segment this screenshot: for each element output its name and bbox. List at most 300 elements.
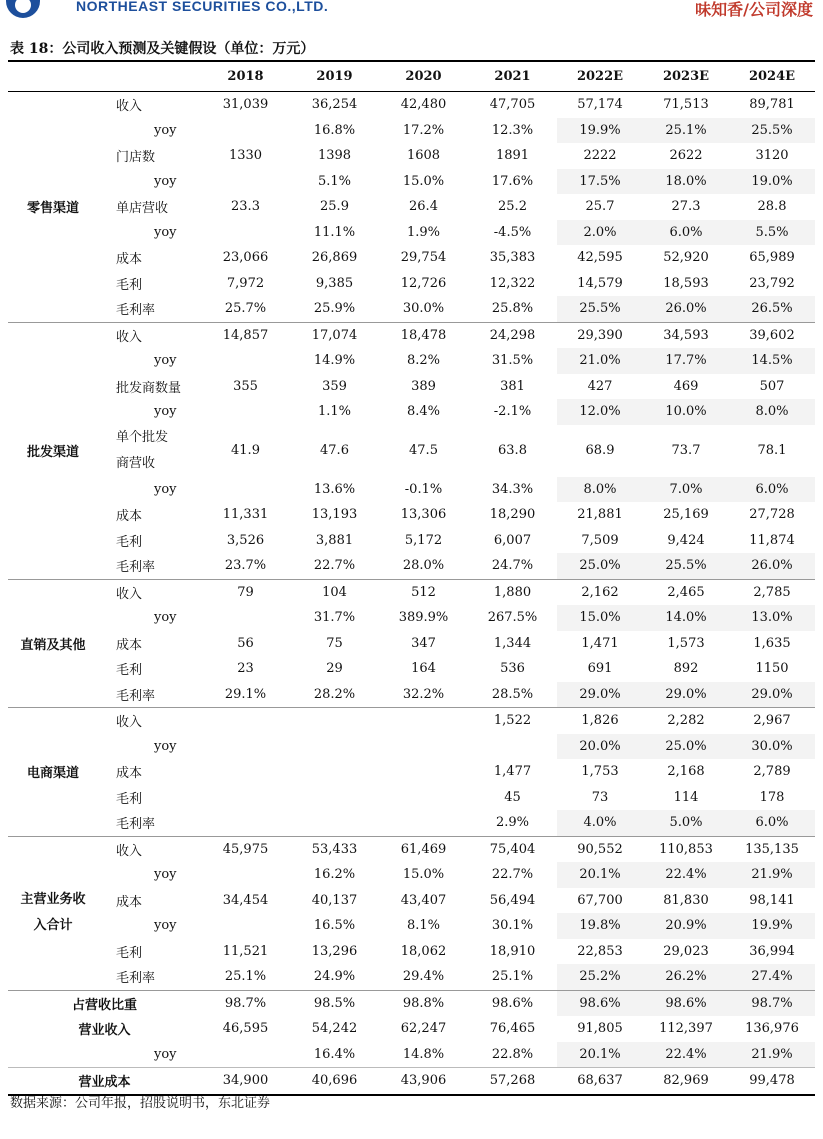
row-label: yoy <box>154 173 177 189</box>
page-header <box>0 0 823 22</box>
value-cell: 56 <box>237 635 254 651</box>
table-title: 表 18：公司收入预测及关键假设（单位：万元） <box>10 41 315 57</box>
value-cell: 36,994 <box>749 943 795 959</box>
row-label: 成本 <box>116 509 143 525</box>
row-label: 收入 <box>98 322 201 348</box>
value-cell: 13,306 <box>400 507 447 523</box>
value-cell: 8.1% <box>406 918 441 934</box>
row-label: yoy <box>154 404 177 420</box>
table-row <box>8 1016 815 1042</box>
value-cell <box>201 785 290 811</box>
table-row <box>8 759 815 785</box>
value-cell: 22.7% <box>313 558 356 574</box>
value-cell: 39,602 <box>729 322 815 348</box>
value-cell: 6.0% <box>643 220 729 246</box>
table-row <box>8 964 815 990</box>
value-cell: 98.7% <box>201 990 290 1016</box>
section-label: 主营业务收入合计 <box>8 836 98 990</box>
value-cell: 22,853 <box>577 943 623 959</box>
value-cell: 1,471 <box>581 635 619 651</box>
value-cell: 2.0% <box>557 220 643 246</box>
column-header: 2018 <box>201 61 290 92</box>
value-cell: 18,910 <box>489 943 536 959</box>
value-cell: 22.8% <box>491 1046 534 1062</box>
value-cell: 24,298 <box>468 322 557 348</box>
value-cell: 17.6% <box>491 173 534 189</box>
value-cell: 68,637 <box>557 1068 643 1095</box>
column-header <box>98 61 201 92</box>
value-cell: 98.6% <box>468 990 557 1016</box>
row-label: yoy <box>154 481 177 497</box>
summary-label: 营业收入 <box>78 1023 131 1039</box>
value-cell: 1.1% <box>317 404 352 420</box>
value-cell: 23,066 <box>222 250 269 266</box>
value-cell: 21.9% <box>729 862 815 888</box>
row-label: yoy <box>154 918 177 934</box>
value-cell: 89,781 <box>729 92 815 118</box>
value-cell: 98,141 <box>749 892 795 908</box>
value-cell <box>468 734 557 760</box>
table-row <box>8 913 815 939</box>
value-cell: 11,521 <box>222 943 269 959</box>
value-cell <box>201 862 290 888</box>
row-label: 毛利率 <box>116 688 156 704</box>
value-cell: -0.1% <box>404 481 443 497</box>
value-cell: 2.9% <box>495 815 530 831</box>
value-cell: 29.0% <box>557 682 643 708</box>
row-label: 门店数 <box>116 150 156 166</box>
value-cell: 25.0% <box>557 553 643 579</box>
value-cell: 7,972 <box>226 275 265 291</box>
value-cell: 9,424 <box>667 532 705 548</box>
value-cell: 40,696 <box>290 1068 379 1095</box>
value-cell: 71,513 <box>643 92 729 118</box>
value-cell: 75,404 <box>468 836 557 862</box>
value-cell: 26.0% <box>643 296 729 322</box>
section-label: 电商渠道 <box>8 708 98 837</box>
value-cell: 1,344 <box>493 635 532 651</box>
value-cell: 5.5% <box>729 220 815 246</box>
value-cell: 20.0% <box>557 734 643 760</box>
value-cell: 24.9% <box>313 969 356 985</box>
value-cell: 11.1% <box>313 224 356 240</box>
value-cell <box>379 785 468 811</box>
value-cell: 1,522 <box>468 708 557 734</box>
value-cell: 30.0% <box>402 301 445 317</box>
value-cell: 14.0% <box>643 605 729 631</box>
value-cell <box>201 169 290 195</box>
row-label: yoy <box>154 353 177 369</box>
table-row <box>8 399 815 425</box>
value-cell: 29,390 <box>557 322 643 348</box>
source-note: 数据来源：公司年报，招股说明书，东北证券 <box>10 1096 271 1111</box>
value-cell: 1.9% <box>406 224 441 240</box>
value-cell: 34,454 <box>222 892 269 908</box>
value-cell: 4.0% <box>557 810 643 836</box>
value-cell: 22.7% <box>491 867 534 883</box>
value-cell: 18,478 <box>379 322 468 348</box>
value-cell: 3,881 <box>315 532 354 548</box>
value-cell: 56,494 <box>489 892 536 908</box>
value-cell: 17.2% <box>402 122 445 138</box>
value-cell: 25.7% <box>224 301 267 317</box>
value-cell: 34,900 <box>201 1068 290 1095</box>
column-header: 2024E <box>729 61 815 92</box>
value-cell: 61,469 <box>379 836 468 862</box>
value-cell: 17.7% <box>643 348 729 374</box>
value-cell: 19.9% <box>557 118 643 144</box>
value-cell: 52,920 <box>663 250 709 266</box>
value-cell: 91,805 <box>577 1021 623 1037</box>
value-cell: 76,465 <box>489 1021 536 1037</box>
value-cell: 14,857 <box>201 322 290 348</box>
table-row <box>8 708 815 734</box>
value-cell: 82,969 <box>643 1068 729 1095</box>
value-cell: 25.8% <box>491 301 534 317</box>
value-cell: 18,593 <box>663 275 709 291</box>
value-cell: 355 <box>233 378 258 394</box>
value-cell: 75 <box>326 635 343 651</box>
value-cell: 20.1% <box>557 1042 643 1068</box>
row-label: 批发商数量 <box>116 380 182 396</box>
value-cell: 536 <box>500 661 525 677</box>
value-cell: 21.0% <box>557 348 643 374</box>
value-cell: 98.6% <box>643 990 729 1016</box>
table-row <box>8 939 815 965</box>
value-cell: 57,268 <box>468 1068 557 1095</box>
value-cell: 6,007 <box>493 532 532 548</box>
value-cell: 73.7 <box>671 443 701 458</box>
value-cell: 12,726 <box>400 275 447 291</box>
value-cell: 15.0% <box>402 173 445 189</box>
table-row <box>8 990 815 1016</box>
value-cell: 7,509 <box>581 532 619 548</box>
value-cell: 16.4% <box>313 1046 356 1062</box>
value-cell: 25.0% <box>643 734 729 760</box>
value-cell: 67,700 <box>577 892 623 908</box>
company-name: NORTHEAST SECURITIES CO.,LTD. <box>76 0 329 14</box>
value-cell: 43,407 <box>400 892 447 908</box>
table-row <box>8 1068 815 1095</box>
value-cell: 25.9% <box>313 301 356 317</box>
value-cell: 21.9% <box>729 1042 815 1068</box>
table-row <box>8 579 815 605</box>
value-cell: 12.0% <box>557 399 643 425</box>
value-cell: 73 <box>591 789 609 805</box>
value-cell: 31,039 <box>201 92 290 118</box>
value-cell: 359 <box>322 378 347 394</box>
table-row <box>8 862 815 888</box>
value-cell: 1150 <box>755 661 789 677</box>
value-cell <box>290 759 379 785</box>
value-cell: 25.1% <box>643 118 729 144</box>
value-cell: 19.0% <box>729 169 815 195</box>
row-label: 收入 <box>98 92 201 118</box>
value-cell: 34.3% <box>491 481 534 497</box>
value-cell: 23 <box>237 661 254 677</box>
value-cell: 22.4% <box>643 1042 729 1068</box>
report-tag: 味知香/公司深度 <box>695 0 813 19</box>
row-label: yoy <box>154 224 177 240</box>
value-cell: 2622 <box>669 148 703 164</box>
table-row <box>8 194 815 220</box>
value-cell: 31.7% <box>313 610 356 626</box>
value-cell: 98.6% <box>557 990 643 1016</box>
value-cell: 3120 <box>755 148 789 164</box>
row-label: yoy <box>154 610 177 626</box>
value-cell: 42,480 <box>379 92 468 118</box>
value-cell: 29,754 <box>400 250 447 266</box>
table-row <box>8 888 815 914</box>
value-cell: 15.0% <box>557 605 643 631</box>
value-cell: 15.0% <box>402 867 445 883</box>
value-cell: 164 <box>411 661 436 677</box>
value-cell: 22.4% <box>643 862 729 888</box>
column-header: 2021 <box>468 61 557 92</box>
value-cell: 18,062 <box>400 943 447 959</box>
column-header: 2022E <box>557 61 643 92</box>
header-row <box>8 61 815 92</box>
value-cell: 13,296 <box>311 943 358 959</box>
row-label: 毛利 <box>116 791 143 807</box>
row-label: yoy <box>154 122 177 138</box>
table-row <box>8 143 815 169</box>
value-cell: 36,254 <box>290 92 379 118</box>
value-cell: 79 <box>201 579 290 605</box>
value-cell <box>290 810 379 836</box>
value-cell: 54,242 <box>311 1021 358 1037</box>
value-cell <box>201 605 290 631</box>
table-row <box>8 810 815 836</box>
table-row <box>8 785 815 811</box>
value-cell: 29.1% <box>224 686 267 702</box>
row-label: 毛利 <box>116 277 143 293</box>
value-cell: 57,174 <box>557 92 643 118</box>
section-label: 直销及其他 <box>8 579 98 708</box>
value-cell: 13,193 <box>311 507 358 523</box>
value-cell: 28.5% <box>491 686 534 702</box>
value-cell: 347 <box>411 635 436 651</box>
value-cell: 98.8% <box>379 990 468 1016</box>
value-cell: 2222 <box>583 148 617 164</box>
value-cell: 10.0% <box>643 399 729 425</box>
value-cell: 25.2 <box>498 199 527 215</box>
table-row <box>8 118 815 144</box>
value-cell: 8.0% <box>729 399 815 425</box>
table-body <box>8 92 815 1095</box>
value-cell: 178 <box>759 789 785 805</box>
summary-label: 占营收比重 <box>8 990 201 1016</box>
table-row <box>8 322 815 348</box>
row-label: yoy <box>154 738 177 754</box>
table-row <box>8 477 815 503</box>
value-cell: 2,162 <box>557 579 643 605</box>
value-cell: 26.5% <box>729 296 815 322</box>
value-cell: 62,247 <box>400 1021 447 1037</box>
row-label: 收入 <box>98 708 201 734</box>
value-cell <box>201 759 290 785</box>
value-cell: 25.1% <box>224 969 267 985</box>
value-cell: 45,975 <box>201 836 290 862</box>
row-label: 成本 <box>116 637 143 653</box>
row-label: 毛利 <box>116 663 143 679</box>
value-cell: 14,579 <box>577 275 623 291</box>
row-label: 毛利 <box>116 945 143 961</box>
value-cell: 389.9% <box>398 610 449 626</box>
value-cell: 32.2% <box>402 686 445 702</box>
value-cell: 507 <box>759 378 785 394</box>
value-cell: 45 <box>504 789 521 805</box>
value-cell: 23.7% <box>224 558 267 574</box>
value-cell <box>290 785 379 811</box>
value-cell: 389 <box>411 378 436 394</box>
value-cell: 47.6 <box>320 443 349 458</box>
value-cell: 1891 <box>495 148 530 164</box>
value-cell: 31.5% <box>491 353 534 369</box>
table-row <box>8 605 815 631</box>
table-row <box>8 169 815 195</box>
value-cell: 136,976 <box>745 1021 799 1037</box>
value-cell: 90,552 <box>557 836 643 862</box>
value-cell <box>379 734 468 760</box>
value-cell: 68.9 <box>585 443 615 458</box>
value-cell: 26.4 <box>409 199 438 215</box>
value-cell: 469 <box>673 378 699 394</box>
value-cell: 42,595 <box>577 250 623 266</box>
value-cell: 16.2% <box>313 867 356 883</box>
value-cell: 25.2% <box>557 964 643 990</box>
value-cell: 11,331 <box>222 507 269 523</box>
value-cell: 99,478 <box>729 1068 815 1095</box>
value-cell: 18,290 <box>489 507 536 523</box>
value-cell: 1,477 <box>493 764 532 780</box>
value-cell: 13.0% <box>729 605 815 631</box>
value-cell <box>201 913 290 939</box>
column-header: 2019 <box>290 61 379 92</box>
table-row <box>8 348 815 374</box>
value-cell: 6.0% <box>729 810 815 836</box>
value-cell: 16.8% <box>313 122 356 138</box>
table-row <box>8 425 815 477</box>
value-cell: 1,826 <box>557 708 643 734</box>
value-cell: 28.0% <box>402 558 445 574</box>
value-cell: 30.1% <box>491 918 534 934</box>
value-cell: 1608 <box>406 148 441 164</box>
value-cell: 1,573 <box>667 635 705 651</box>
value-cell: 24.7% <box>491 558 534 574</box>
value-cell: -2.1% <box>493 404 532 420</box>
value-cell: 427 <box>587 378 613 394</box>
value-cell: 2,789 <box>753 764 791 780</box>
value-cell <box>201 708 290 734</box>
value-cell: 2,785 <box>729 579 815 605</box>
value-cell: 5.1% <box>317 173 352 189</box>
value-cell: 20.9% <box>643 913 729 939</box>
table-row <box>8 836 815 862</box>
section-label: 批发渠道 <box>8 322 98 579</box>
summary-label: 营业成本 <box>8 1068 201 1095</box>
value-cell: 13.6% <box>313 481 356 497</box>
value-cell: 47.5 <box>409 443 438 458</box>
value-cell: 28.2% <box>313 686 356 702</box>
value-cell: 23.3 <box>231 199 260 215</box>
value-cell: 1398 <box>317 148 352 164</box>
value-cell: 98.5% <box>290 990 379 1016</box>
table-row <box>8 631 815 657</box>
value-cell: 28.8 <box>757 199 787 215</box>
value-cell: 29 <box>326 661 343 677</box>
value-cell: 46,595 <box>222 1021 269 1037</box>
value-cell: 9,385 <box>315 275 354 291</box>
value-cell: 135,135 <box>729 836 815 862</box>
table-row <box>8 502 815 528</box>
value-cell: 1,880 <box>468 579 557 605</box>
value-cell: 40,137 <box>311 892 358 908</box>
value-cell: 114 <box>673 789 699 805</box>
table-row <box>8 682 815 708</box>
value-cell: 41.9 <box>231 443 260 458</box>
value-cell <box>201 1042 290 1068</box>
value-cell <box>379 759 468 785</box>
value-cell <box>201 348 290 374</box>
value-cell: 27,728 <box>749 507 795 523</box>
value-cell: 110,853 <box>643 836 729 862</box>
value-cell: 53,433 <box>290 836 379 862</box>
value-cell: 12,322 <box>489 275 536 291</box>
value-cell: 2,967 <box>729 708 815 734</box>
value-cell: 8.2% <box>406 353 441 369</box>
table-row <box>8 271 815 297</box>
table-row <box>8 528 815 554</box>
section-label: 零售渠道 <box>8 92 98 323</box>
value-cell: 3,526 <box>226 532 265 548</box>
value-cell: 267.5% <box>487 610 538 626</box>
value-cell: 11,874 <box>749 532 795 548</box>
value-cell: 14.9% <box>313 353 356 369</box>
value-cell: 892 <box>673 661 699 677</box>
row-label: 收入 <box>98 579 201 605</box>
row-label: 毛利率 <box>116 971 156 987</box>
value-cell: 27.4% <box>729 964 815 990</box>
value-cell: 19.9% <box>729 913 815 939</box>
value-cell: 104 <box>290 579 379 605</box>
value-cell: 5.0% <box>643 810 729 836</box>
empty-cell <box>8 1042 98 1068</box>
value-cell: 7.0% <box>643 477 729 503</box>
value-cell: 25.9 <box>320 199 349 215</box>
value-cell <box>290 734 379 760</box>
value-cell: 35,383 <box>489 250 536 266</box>
column-header <box>8 61 98 92</box>
value-cell: 98.7% <box>729 990 815 1016</box>
value-cell <box>201 810 290 836</box>
value-cell: 25,169 <box>663 507 709 523</box>
row-label: 毛利率 <box>116 817 156 833</box>
table-row <box>8 553 815 579</box>
value-cell: 26.2% <box>643 964 729 990</box>
table-row <box>8 220 815 246</box>
table-row <box>8 245 815 271</box>
value-cell: 14.5% <box>729 348 815 374</box>
value-cell: 23,792 <box>749 275 795 291</box>
table-row <box>8 734 815 760</box>
summary-label: yoy <box>154 1046 177 1062</box>
company-logo-icon <box>6 0 40 18</box>
value-cell <box>201 734 290 760</box>
value-cell: 27.3 <box>671 199 701 215</box>
table-row <box>8 92 815 118</box>
row-label: 毛利率 <box>116 303 156 319</box>
